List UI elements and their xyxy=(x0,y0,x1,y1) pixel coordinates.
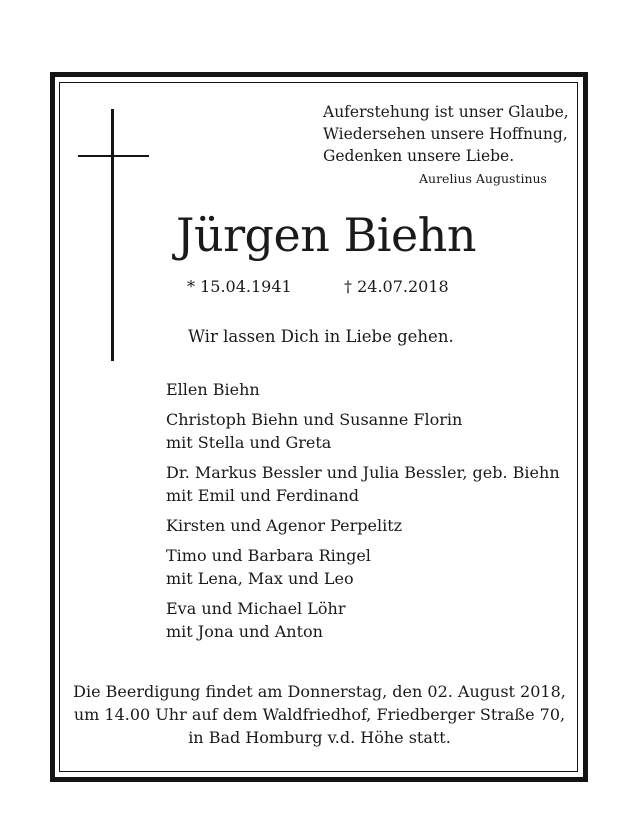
mourners-list xyxy=(166,378,560,650)
quote xyxy=(323,101,569,167)
mourner-line: Kirsten und Agenor Perpelitz xyxy=(166,516,403,535)
quote-line: Wiedersehen unsere Hoffnung, xyxy=(323,125,568,143)
quote-line: Gedenken unsere Liebe. xyxy=(323,147,515,165)
mourner-group xyxy=(166,514,560,537)
funeral-line: Die Beerdigung findet am Donnerstag, den 02. August 2018, xyxy=(73,682,566,701)
mourner-line: Timo und Barbara Ringel xyxy=(166,546,371,565)
mourner-line: mit Emil und Ferdinand xyxy=(166,486,360,505)
mourner-group xyxy=(166,544,560,590)
birth-date: * 15.04.1941 xyxy=(187,277,292,296)
cross-horizontal-bar xyxy=(78,155,149,157)
mourner-group xyxy=(166,597,560,643)
deceased-name: Jürgen Biehn xyxy=(176,208,476,262)
death-date: † 24.07.2018 xyxy=(344,277,449,296)
funeral-notice xyxy=(60,680,579,749)
funeral-line: um 14.00 Uhr auf dem Waldfriedhof, Friedberger Straße 70, xyxy=(73,705,566,724)
quote-author: Aurelius Augustinus xyxy=(419,171,547,186)
mourner-group xyxy=(166,408,560,454)
funeral-line: in Bad Homburg v.d. Höhe statt. xyxy=(188,728,451,747)
mourner-line: Christoph Biehn und Susanne Florin xyxy=(166,410,463,429)
mourner-line: mit Lena, Max und Leo xyxy=(166,569,354,588)
quote-line: Auferstehung ist unser Glaube, xyxy=(323,103,569,121)
motto: Wir lassen Dich in Liebe gehen. xyxy=(188,327,454,346)
mourner-line: Dr. Markus Bessler und Julia Bessler, geb. Biehn xyxy=(166,463,560,482)
cross-vertical-bar xyxy=(111,109,114,361)
mourner-line: Eva und Michael Löhr xyxy=(166,599,346,618)
mourner-line: mit Stella und Greta xyxy=(166,433,332,452)
mourner-group xyxy=(166,461,560,507)
mourner-line: mit Jona und Anton xyxy=(166,622,323,641)
mourner-line: Ellen Biehn xyxy=(166,380,260,399)
mourner-group xyxy=(166,378,560,401)
